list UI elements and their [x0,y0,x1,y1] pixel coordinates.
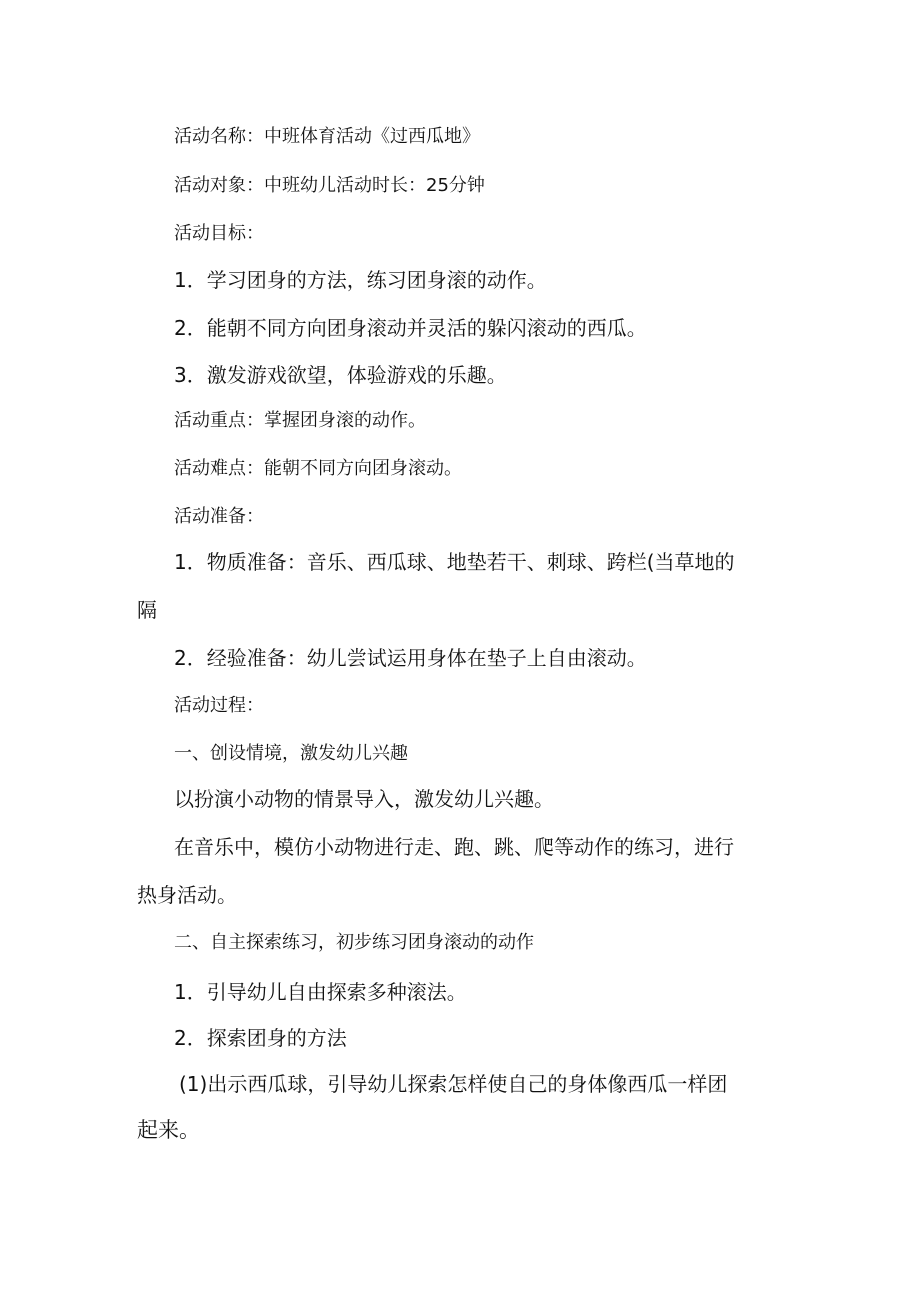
preparation-heading: 活动准备： [174,506,264,527]
preparation-item-1: 1．物质准备：音乐、西瓜球、地垫若干、刺球、跨栏(当草地的 [174,550,735,574]
section-two-heading: 二、自主探索练习，初步练习团身滚动的动作 [174,932,534,953]
activity-name-line: 活动名称：中班体育活动《过西瓜地》 [174,126,480,147]
sub-step-item-1: (1)出示西瓜球，引导幼儿探索怎样使自己的身体像西瓜一样团 [179,1072,728,1096]
difficulty-line: 活动难点：能朝不同方向团身滚动。 [174,458,462,479]
goal-item-3: 3．激发游戏欲望，体验游戏的乐趣。 [174,363,507,387]
step-item-1: 1．引导幼儿自由探索多种滚法。 [174,980,467,1004]
process-heading: 活动过程： [174,695,264,716]
paragraph-warmup-continued: 热身活动。 [137,883,237,907]
paragraph-warmup: 在音乐中，模仿小动物进行走、跑、跳、爬等动作的练习，进行 [174,835,734,859]
paragraph-intro: 以扮演小动物的情景导入，激发幼儿兴趣。 [174,787,554,811]
activity-target-line: 活动对象：中班幼儿活动时长：25分钟 [174,175,485,196]
goal-item-1: 1．学习团身的方法，练习团身滚的动作。 [174,268,547,292]
preparation-item-2: 2．经验准备：幼儿尝试运用身体在垫子上自由滚动。 [174,646,647,670]
goal-item-2: 2．能朝不同方向团身滚动并灵活的躲闪滚动的西瓜。 [174,316,647,340]
key-point-line: 活动重点：掌握团身滚的动作。 [174,410,426,431]
goals-heading: 活动目标： [174,223,264,244]
preparation-item-1-continued: 隔 [137,598,157,622]
section-one-heading: 一、创设情境，激发幼儿兴趣 [174,743,408,764]
step-item-2: 2．探索团身的方法 [174,1026,347,1050]
sub-step-item-1-continued: 起来。 [137,1118,200,1142]
